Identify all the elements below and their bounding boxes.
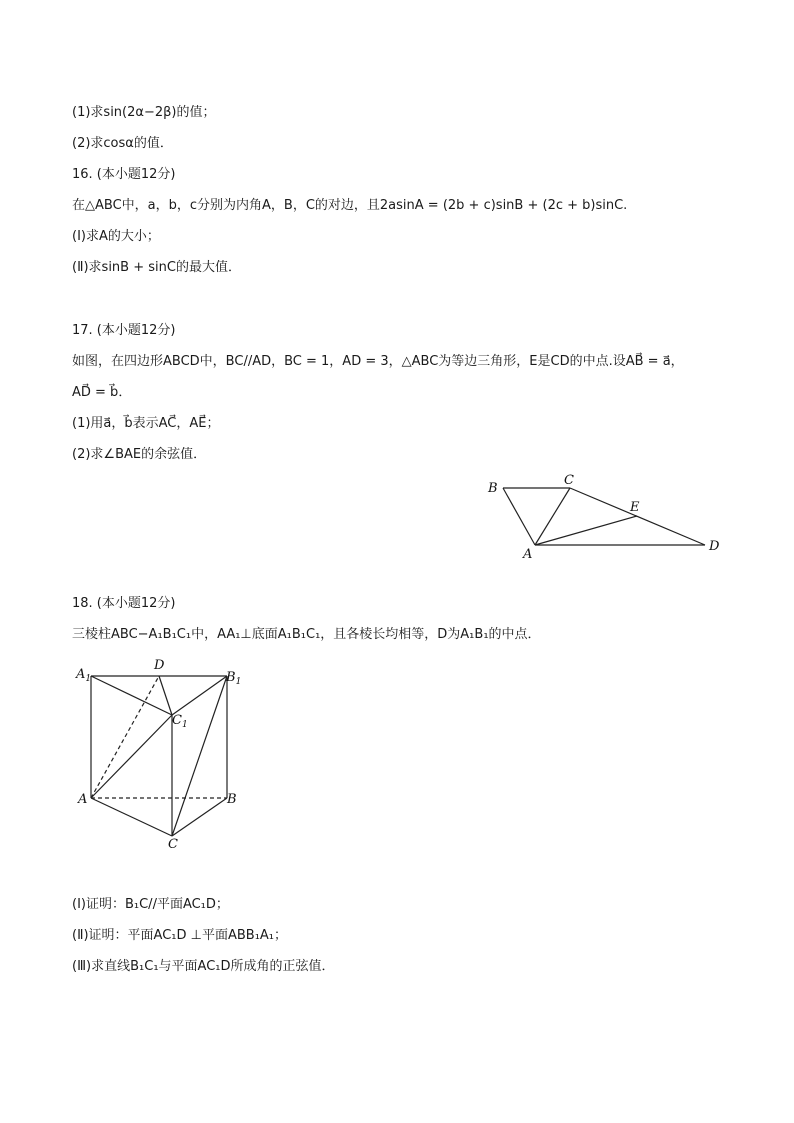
q16-part1: (Ⅰ)求A的大小； <box>72 229 160 244</box>
figure-triangular-prism <box>70 655 250 850</box>
fig18-label-d: D <box>154 658 165 673</box>
fig18-edge-a1c1 <box>91 676 172 715</box>
q15-part1: (1)求sin(2α−2β)的值； <box>72 105 216 120</box>
fig17-edge-ab <box>503 488 535 545</box>
fig18-label-c1: $C_1$ <box>172 713 188 730</box>
fig18-edge-ac <box>91 798 172 836</box>
fig17-label-a: A <box>523 547 533 562</box>
q17-header: 17. (本小题12分) <box>72 323 176 338</box>
q17-part2: (2)求∠BAE的余弦值． <box>72 447 207 462</box>
fig18-edge-c1b1 <box>172 676 227 715</box>
fig17-label-c: C <box>564 473 574 488</box>
q17-stem-line2: AD⃗ = b⃗． <box>72 385 132 400</box>
q18-header: 18. (本小题12分) <box>72 596 176 611</box>
q18-part1: (Ⅰ)证明：B₁C//平面AC₁D； <box>72 897 229 912</box>
fig18-edge-ac1 <box>91 715 172 798</box>
q15-part2: (2)求cosα的值． <box>72 136 173 151</box>
fig18-label-b: B <box>227 792 237 807</box>
fig18-label-a1: $A_1$ <box>76 667 92 684</box>
fig17-edge-cd <box>570 488 705 545</box>
fig17-label-b: B <box>488 481 498 496</box>
fig18-label-a: A <box>78 792 88 807</box>
figure-quadrilateral-abcd <box>470 465 740 570</box>
q17-stem-line1: 如图，在四边形ABCD中，BC//AD，BC = 1，AD = 3，△ABC为等边三角形，E是CD的中点.设AB⃗ = a⃗， <box>72 354 684 369</box>
fig18-edge-b1c <box>172 676 227 836</box>
fig17-label-d: D <box>709 539 720 554</box>
fig18-edge-cb <box>172 798 227 836</box>
fig17-label-e: E <box>630 500 640 515</box>
q18-stem: 三棱柱ABC−A₁B₁C₁中，AA₁⊥底面A₁B₁C₁，且各棱长均相等，D为A₁B₁的中点． <box>72 627 541 642</box>
q17-part1: (1)用a⃗，b⃗表示AC⃗，AE⃗； <box>72 416 220 431</box>
fig18-edge-ad-hidden <box>91 676 159 798</box>
q18-part2: (Ⅱ)证明：平面AC₁D ⊥平面ABB₁A₁； <box>72 928 288 943</box>
fig18-label-c: C <box>168 837 178 850</box>
q16-part2: (Ⅱ)求sinB + sinC的最大值． <box>72 260 241 275</box>
fig18-label-b1: $B_1$ <box>226 670 242 687</box>
q16-stem: 在△ABC中，a，b，c分别为内角A，B，C的对边，且2asinA = (2b + c)sinB + (2c + b)sinC. <box>72 198 628 213</box>
q18-part3: (Ⅲ)求直线B₁C₁与平面AC₁D所成角的正弦值． <box>72 959 335 974</box>
q16-header: 16. (本小题12分) <box>72 167 176 182</box>
